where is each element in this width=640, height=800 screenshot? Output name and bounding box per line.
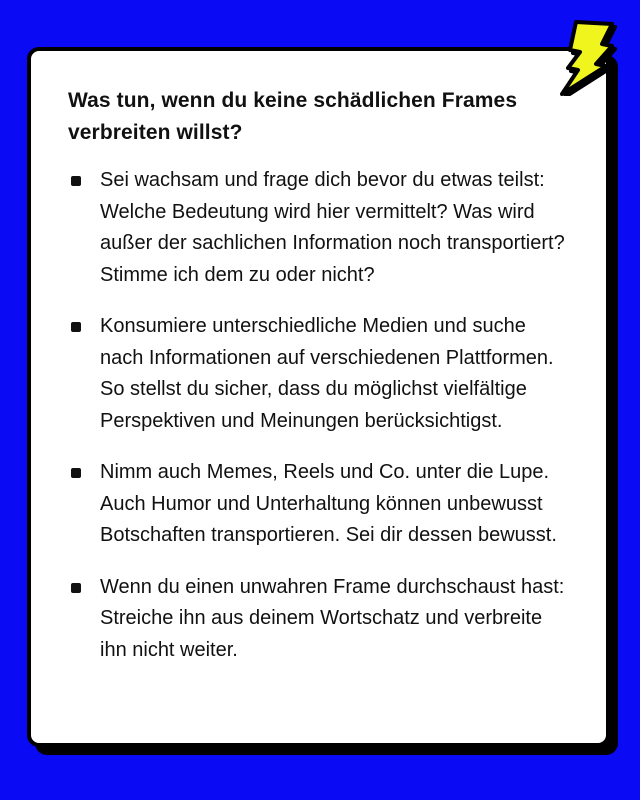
list-item — [71, 457, 571, 552]
card-title: Was tun, wenn du keine schädlichen Frames verbreiten willst? — [68, 89, 518, 144]
square-bullet-icon — [71, 468, 81, 478]
list-item — [71, 165, 571, 291]
list-item-text: Nimm auch Memes, Reels und Co. unter die Lupe. Auch Humor und Unterhaltung können unbewusst Botschaften transportieren. Sei dir dessen bewusst. — [100, 461, 557, 546]
square-bullet-icon — [71, 176, 81, 186]
list-item-text: Wenn du einen unwahren Frame durchschaust hast: Streiche ihn aus deinem Wortschatz und verbreite ihn nicht weiter. — [100, 575, 565, 661]
square-bullet-icon — [71, 583, 81, 593]
list-item — [71, 572, 571, 667]
tips-card — [27, 47, 610, 747]
list-item — [71, 311, 571, 437]
list-item-text: Sei wachsam und frage dich bevor du etwas teilst: Welche Bedeutung wird hier vermittelt? Was wird außer der sachlichen Information noch transportiert? Stimme ich dem zu oder nicht? — [100, 169, 565, 286]
tips-list — [71, 165, 571, 686]
square-bullet-icon — [71, 322, 81, 332]
list-item-text: Konsumiere unterschiedliche Medien und suche nach Informationen auf verschiedenen Plattformen. So stellst du sicher, dass du möglichst vielfältige Perspektiven und Meinungen berücksichtigst. — [100, 315, 554, 432]
lightning-bolt-icon — [550, 14, 620, 96]
